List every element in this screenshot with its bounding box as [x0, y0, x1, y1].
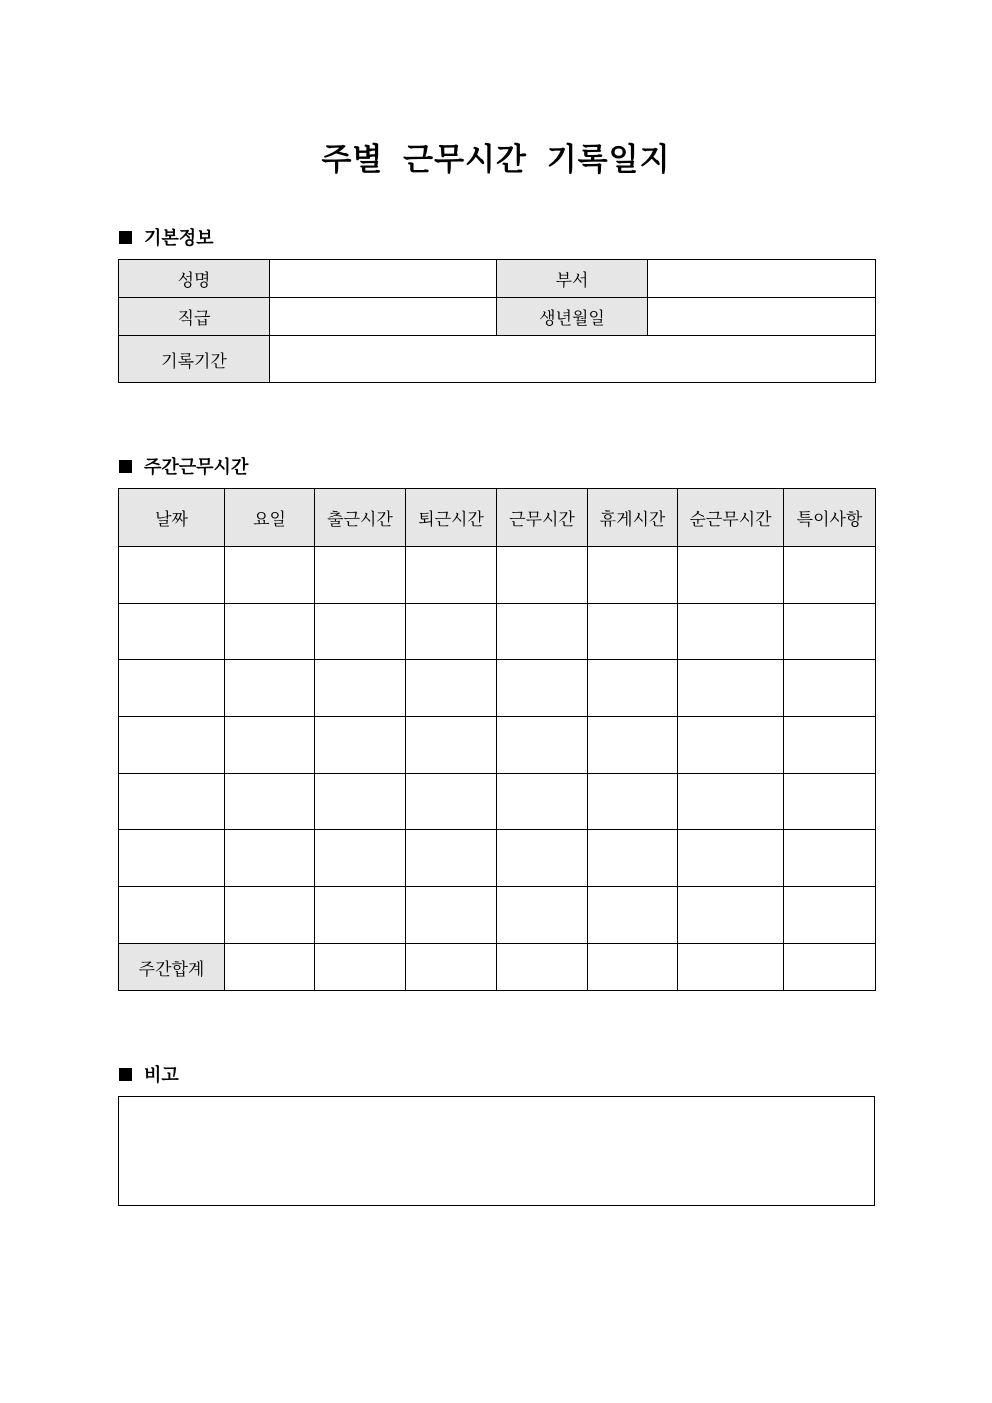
table-cell[interactable] — [678, 887, 784, 944]
table-cell[interactable] — [119, 774, 225, 830]
table-cell[interactable] — [225, 830, 315, 887]
table-cell[interactable] — [119, 547, 225, 604]
table-cell[interactable] — [497, 604, 588, 660]
table-cell[interactable] — [678, 774, 784, 830]
table-cell[interactable] — [784, 660, 876, 717]
birth-field[interactable] — [648, 298, 876, 336]
table-cell[interactable] — [678, 944, 784, 991]
table-cell[interactable] — [225, 547, 315, 604]
table-cell[interactable] — [588, 887, 678, 944]
table-cell[interactable] — [119, 830, 225, 887]
table-cell[interactable] — [588, 717, 678, 774]
table-cell[interactable] — [406, 774, 497, 830]
table-cell[interactable] — [315, 604, 406, 660]
table-cell[interactable] — [678, 604, 784, 660]
table-cell[interactable] — [784, 830, 876, 887]
weekly-table — [118, 488, 876, 991]
period-field[interactable] — [270, 336, 876, 383]
table-cell[interactable] — [119, 887, 225, 944]
table-row — [119, 547, 876, 604]
col-work-hours: 근무시간 — [497, 489, 588, 547]
dept-label: 부서 — [497, 260, 648, 298]
table-cell[interactable] — [588, 547, 678, 604]
table-cell[interactable] — [315, 887, 406, 944]
table-cell[interactable] — [225, 774, 315, 830]
table-cell[interactable] — [588, 604, 678, 660]
birth-label: 생년월일 — [497, 298, 648, 336]
table-cell[interactable] — [406, 717, 497, 774]
table-cell[interactable] — [497, 547, 588, 604]
col-clock-out: 퇴근시간 — [406, 489, 497, 547]
col-day: 요일 — [225, 489, 315, 547]
table-cell[interactable] — [784, 717, 876, 774]
table-cell[interactable] — [225, 660, 315, 717]
table-cell[interactable] — [588, 830, 678, 887]
black-square-icon — [119, 1068, 132, 1081]
table-cell[interactable] — [497, 830, 588, 887]
table-cell[interactable] — [497, 887, 588, 944]
table-cell[interactable] — [315, 830, 406, 887]
table-cell[interactable] — [315, 547, 406, 604]
remarks-field[interactable] — [118, 1096, 875, 1206]
remarks-heading-label: 비고 — [144, 1065, 179, 1086]
weekly-heading-label: 주간근무시간 — [144, 457, 249, 478]
page-title: 주별 근무시간 기록일지 — [321, 142, 671, 178]
position-label: 직급 — [119, 298, 270, 336]
table-cell[interactable] — [497, 944, 588, 991]
table-cell[interactable] — [119, 717, 225, 774]
table-row — [119, 717, 876, 774]
col-date: 날짜 — [119, 489, 225, 547]
table-row — [119, 660, 876, 717]
period-label: 기록기간 — [119, 336, 270, 383]
table-row — [119, 830, 876, 887]
table-cell[interactable] — [119, 660, 225, 717]
black-square-icon — [119, 231, 132, 244]
table-cell[interactable] — [784, 944, 876, 991]
weekly-total-row — [119, 944, 876, 991]
table-row — [119, 887, 876, 944]
name-field[interactable] — [270, 260, 497, 298]
basic-info-heading-label: 기본정보 — [144, 228, 214, 249]
remarks-heading — [119, 1061, 179, 1087]
basic-info-heading — [119, 224, 214, 250]
col-clock-in: 출근시간 — [315, 489, 406, 547]
table-cell[interactable] — [588, 774, 678, 830]
table-cell[interactable] — [406, 604, 497, 660]
table-cell[interactable] — [406, 887, 497, 944]
table-cell[interactable] — [225, 604, 315, 660]
col-net-hours: 순근무시간 — [678, 489, 784, 547]
table-cell[interactable] — [406, 660, 497, 717]
table-cell[interactable] — [678, 717, 784, 774]
name-label: 성명 — [119, 260, 270, 298]
table-cell[interactable] — [406, 944, 497, 991]
table-cell[interactable] — [588, 660, 678, 717]
table-cell[interactable] — [315, 660, 406, 717]
table-cell[interactable] — [784, 604, 876, 660]
table-cell[interactable] — [678, 547, 784, 604]
basic-info-table — [118, 259, 876, 383]
table-cell[interactable] — [315, 717, 406, 774]
weekly-heading — [119, 453, 248, 479]
table-cell[interactable] — [315, 944, 406, 991]
position-field[interactable] — [270, 298, 497, 336]
table-cell[interactable] — [225, 717, 315, 774]
table-cell[interactable] — [497, 774, 588, 830]
table-cell[interactable] — [588, 944, 678, 991]
table-cell[interactable] — [784, 887, 876, 944]
black-square-icon — [119, 460, 132, 473]
table-row — [119, 604, 876, 660]
table-cell[interactable] — [678, 660, 784, 717]
table-cell[interactable] — [678, 830, 784, 887]
table-cell[interactable] — [406, 547, 497, 604]
weekly-header-row — [119, 489, 876, 547]
table-cell[interactable] — [784, 774, 876, 830]
table-cell[interactable] — [225, 944, 315, 991]
table-cell[interactable] — [497, 660, 588, 717]
table-cell[interactable] — [315, 774, 406, 830]
weekly-total-label: 주간합계 — [119, 944, 225, 991]
dept-field[interactable] — [648, 260, 876, 298]
table-cell[interactable] — [497, 717, 588, 774]
col-break-hours: 휴게시간 — [588, 489, 678, 547]
table-cell[interactable] — [225, 887, 315, 944]
table-cell[interactable] — [406, 830, 497, 887]
table-cell[interactable] — [784, 547, 876, 604]
table-row — [119, 774, 876, 830]
col-notes: 특이사항 — [784, 489, 876, 547]
table-cell[interactable] — [119, 604, 225, 660]
